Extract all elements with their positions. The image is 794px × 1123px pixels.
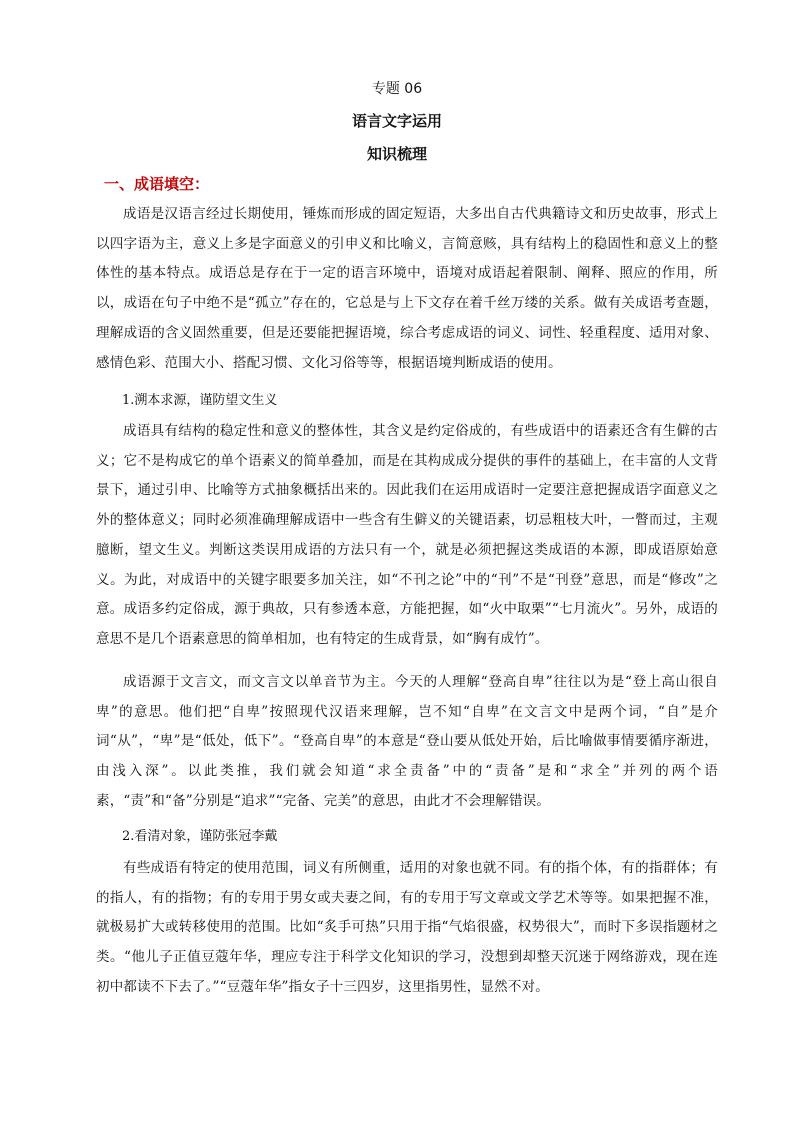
point1-paragraph-2: 成语源于文言文，而文言文以单音节为主。今天的人理解“登高自卑”往往以为是“登上高山很自卑”的意思。他们把“自卑”按照现代汉语来理解，岂不知“自卑”在文言文中是两个词，“自”是介词“从”，“卑”是“低处，低下”。“登高自卑”的本意是“登山要从低处开始，后比喻做事情要循序渐进，由浅入深”。以此类推，我们就会知道“求全责备”中的“责备”是和“求全”并列的两个语素，“责”和“备”分别是“追求”“完备、完美”的意思，由此才不会理解错误。 — [96, 674, 718, 809]
point1-paragraph-1: 成语具有结构的稳定性和意义的整体性，其含义是约定俗成的，有些成语中的语素还含有生僻的古义；它不是构成它的单个语素义的简单叠加，而是在其构成成分提供的事件的基础上，在丰富的人文背景下，通过引申、比喻等方式抽象概括出来的。因此我们在运用成语时一定要注意把握成语字面意义之外的整体意义；同时必须准确理解成语中一些含有生僻义的关键语素，切忌粗枝大叶，一瞥而过，主观臆断，望文生义。判断这类误用成语的方法只有一个，就是必须把握这类成语的本源，即成语原始意义。为此，对成语中的关键字眼要多加关注，如“不刊之论”中的“刊”不是“刊登”意思，而是“修改”之意。成语多约定俗成，源于典故，只有参透本意，方能把握，如“火中取栗”“七月流火”。另外，成语的意思不是几个语素意思的简单相加，也有特定的生成背景，如“胸有成竹”。 — [96, 423, 718, 647]
document-title: 语言文字运用 — [351, 112, 442, 130]
point2-paragraph-1: 有些成语有特定的使用范围，词义有所侧重，适用的对象也就不同。有的指个体，有的指群体；有的指人，有的指物；有的专用于男女或夫妻之间，有的专用于写文章或文学艺术等等。如果把握不准，就极易扩大或转移使用的范围。比如“炙手可热”只用于指“气焰很盛，权势很大”，而时下多误指题材之类。“他儿子正值豆蔻年华，理应专注于科学文化知识的学习，没想到却整天沉迷于网络游戏，现在连初中都读不下去了。”“豆蔻年华”指女子十三四岁，这里指男性，显然不对。 — [96, 860, 718, 995]
point2-heading: 2.看清对象，谨防张冠李戴 — [122, 829, 278, 844]
intro-paragraph: 成语是汉语言经过长期使用，锤炼而形成的固定短语，大多出自古代典籍诗文和历史故事，形式上以四字语为主，意义上多是字面意义的引申义和比喻义，言简意赅，具有结构上的稳固性和意义上的整体性的基本特点。成语总是存在于一定的语言环境中，语境对成语起着限制、阐释、照应的作用，所以，成语在句子中绝不是“孤立”存在的，它总是与上下文存在着千丝万缕的关系。做有关成语考查题，理解成语的含义固然重要，但是还要能把握语境，综合考虑成语的词义、词性、轻重程度、适用对象、感情色彩、范围大小、搭配习惯、文化习俗等等，根据语境判断成语的使用。 — [96, 206, 718, 371]
section-heading-idiom-fill: 一、成语填空： — [104, 175, 210, 193]
point1-heading: 1.溯本求源，谨防望文生义 — [122, 393, 278, 408]
document-subtitle: 知识梳理 — [366, 145, 427, 163]
topic-number: 专题 06 — [371, 81, 423, 97]
